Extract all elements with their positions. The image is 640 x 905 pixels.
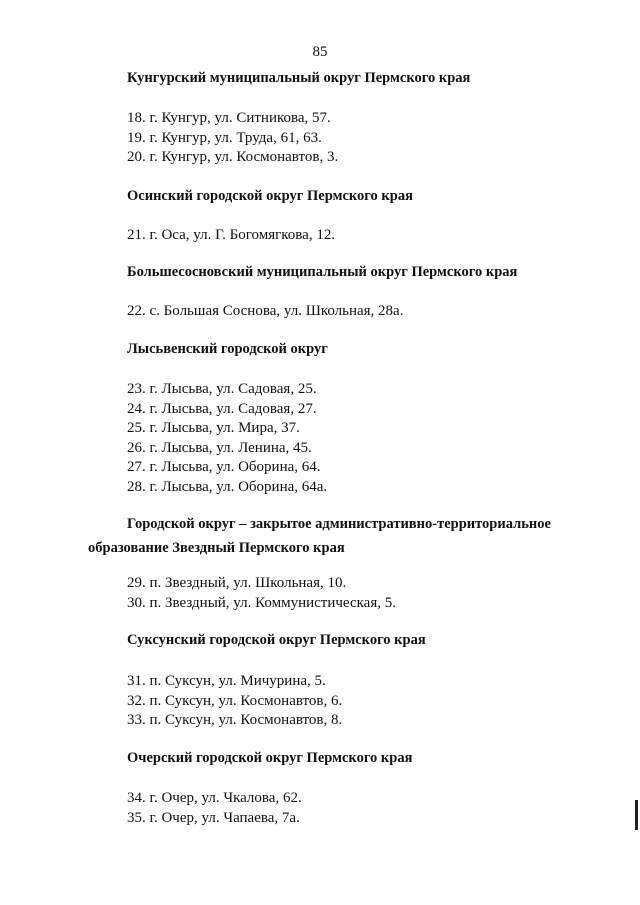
- address-item: 24. г. Лысьва, ул. Садовая, 27.: [127, 400, 317, 417]
- address-item: 32. п. Суксун, ул. Космонавтов, 6.: [127, 692, 343, 709]
- address-item: 28. г. Лысьва, ул. Оборина, 64а.: [127, 478, 328, 495]
- address-item: 30. п. Звездный, ул. Коммунистическая, 5.: [127, 594, 396, 611]
- address-item: 35. г. Очер, ул. Чапаева, 7а.: [127, 809, 300, 826]
- section-heading-line: Городской округ – закрытое административно-территориальное: [127, 516, 551, 532]
- address-item: 25. г. Лысьва, ул. Мира, 37.: [127, 420, 300, 436]
- section-heading-zvezdny: [88, 512, 608, 560]
- address-list-zvezdny: [127, 574, 396, 613]
- address-item: 34. г. Очер, ул. Чкалова, 62.: [127, 790, 302, 806]
- address-list-lysva: [127, 380, 327, 497]
- address-list-ocher: [127, 789, 302, 828]
- address-list-bolshesosnovsky: [127, 302, 403, 322]
- address-item: 19. г. Кунгур, ул. Труда, 61, 63.: [127, 129, 322, 146]
- address-list-kungur: [127, 109, 338, 168]
- address-item: 29. п. Звездный, ул. Школьная, 10.: [127, 575, 347, 591]
- section-heading-kungur: Кунгурский муниципальный округ Пермского края: [127, 70, 471, 86]
- address-list-osa: [127, 226, 335, 246]
- section-heading-bolshesosnovsky: Большесосновский муниципальный округ Пермского края: [127, 264, 518, 280]
- address-item: 22. с. Большая Соснова, ул. Школьная, 28а.: [127, 303, 404, 319]
- address-item: 23. г. Лысьва, ул. Садовая, 25.: [127, 381, 317, 397]
- address-item: 21. г. Оса, ул. Г. Богомягкова, 12.: [127, 227, 336, 243]
- address-item: 26. г. Лысьва, ул. Ленина, 45.: [127, 439, 312, 456]
- section-heading-ocher: Очерский городской округ Пермского края: [127, 750, 413, 766]
- address-list-suksun: [127, 672, 342, 731]
- address-item: 31. п. Суксун, ул. Мичурина, 5.: [127, 673, 326, 689]
- section-heading-suksun: Суксунский городской округ Пермского края: [127, 632, 426, 648]
- address-item: 27. г. Лысьва, ул. Оборина, 64.: [127, 459, 321, 475]
- address-item: 33. п. Суксун, ул. Космонавтов, 8.: [127, 712, 343, 728]
- section-heading-osa: Осинский городской округ Пермского края: [127, 188, 413, 204]
- page-number: 85: [312, 44, 328, 60]
- address-item: 18. г. Кунгур, ул. Ситникова, 57.: [127, 110, 331, 126]
- address-item: 20. г. Кунгур, ул. Космонавтов, 3.: [127, 149, 339, 165]
- section-heading-lysva: Лысьвенский городской округ: [127, 341, 328, 357]
- scan-edge-mark: [635, 800, 638, 830]
- section-heading-line: образование Звездный Пермского края: [88, 540, 345, 556]
